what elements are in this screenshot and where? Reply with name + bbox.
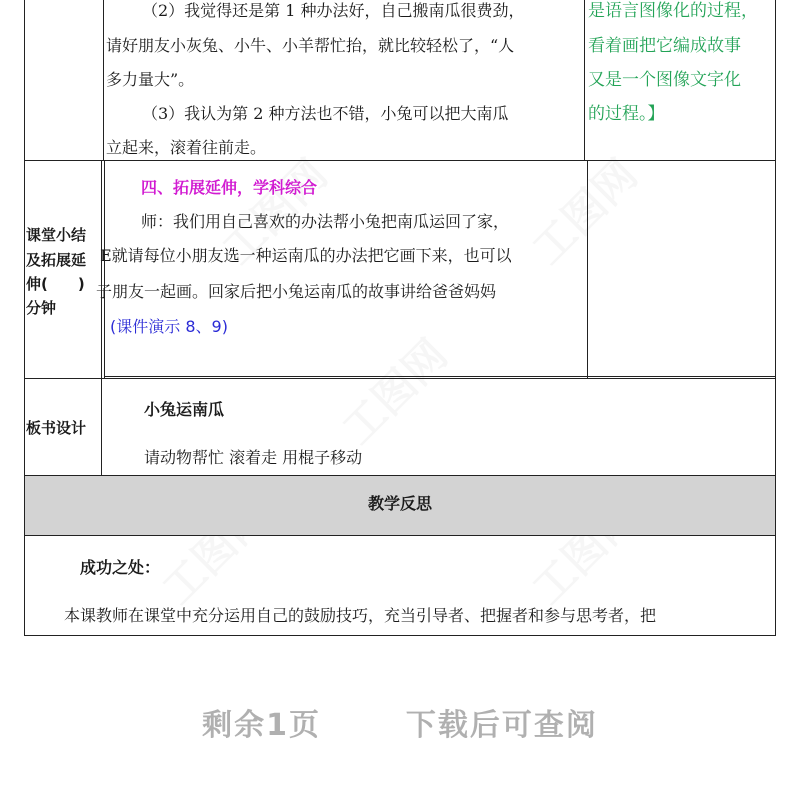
board-title: 小兔运南瓜: [144, 400, 225, 419]
board-design-label: 板书设计: [26, 419, 87, 437]
watermark: [517, 144, 649, 276]
procedure-paragraph-3-line-1: （3）我认为第 2 种方法也不错，小兔可以把大南瓜: [142, 104, 509, 123]
design-note-line-2: 看着画把它编成故事: [588, 36, 741, 56]
watermark: [327, 324, 459, 456]
summary-label-line-2: 及拓展延: [26, 251, 87, 269]
extension-line-2: E就请每位小朋友选一种运南瓜的办法把它画下来，也可以: [100, 246, 512, 265]
download-to-view-text: 下载后可查阅: [405, 708, 598, 743]
section-heading: 四、拓展延伸，学科综合: [141, 178, 318, 197]
design-note-line-1: 是语言图像化的过程，: [588, 1, 758, 21]
courseware-note: (课件演示 8、9): [110, 317, 228, 336]
procedure-paragraph-2-line-3: 多力量大”。: [106, 70, 195, 89]
extension-line-1: 师：我们用自己喜欢的办法帮小兔把南瓜运回了家，: [141, 212, 510, 231]
procedure-paragraph-3-line-2: 立起来，滚着往前走。: [106, 138, 267, 157]
procedure-paragraph-2-line-2: 请好朋友小灰兔、小牛、小羊帮忙抬，就比较轻松了，“人: [106, 36, 515, 55]
success-subheading: 成功之处：: [80, 558, 161, 577]
summary-label-line-3: 伸( ): [26, 275, 85, 293]
download-footer[interactable]: [0, 700, 800, 744]
board-items: 请动物帮忙 滚着走 用棍子移动: [144, 448, 363, 467]
extension-line-3: 子朋友一起画。回家后把小兔运南瓜的故事讲给爸爸妈妈: [96, 282, 497, 301]
summary-label-line-4: 分钟: [26, 299, 57, 317]
summary-label-line-1: 课堂小结: [26, 226, 87, 244]
success-text: 本课教师在课堂中充分运用自己的鼓励技巧，充当引导者、把握者和参与思考者，把: [64, 606, 657, 625]
remaining-pages-text: 剩余1页: [202, 708, 321, 743]
design-note-line-4: 的过程。】: [588, 104, 665, 124]
design-note-line-3: 又是一个图像文字化: [588, 70, 741, 90]
procedure-paragraph-2-line-1: （2）我觉得还是第 1 种办法好，自己搬南瓜很费劲，: [142, 1, 525, 20]
reflection-heading: 教学反思: [367, 494, 432, 513]
